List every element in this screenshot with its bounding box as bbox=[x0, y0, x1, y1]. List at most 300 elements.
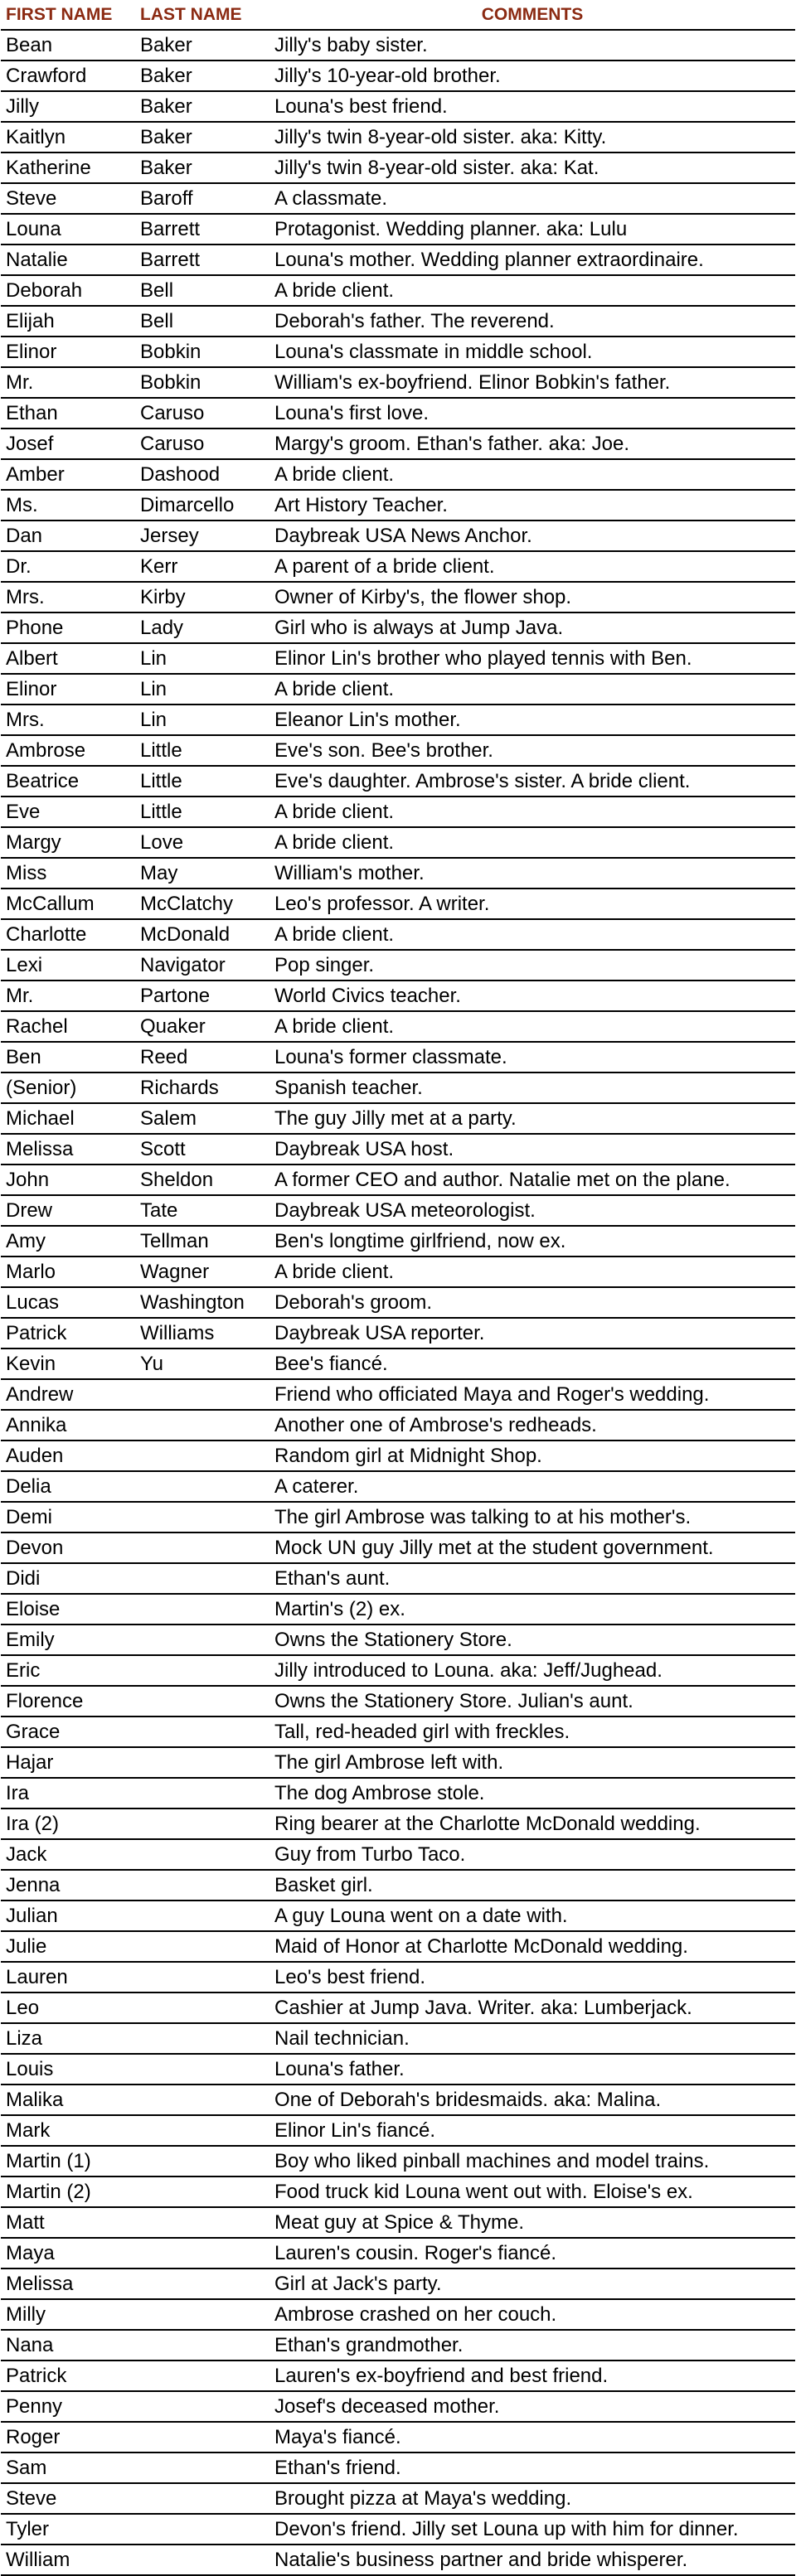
first-name-cell: Devon bbox=[1, 1533, 135, 1563]
first-name-cell: Drew bbox=[1, 1195, 135, 1226]
last-name-cell: Dashood bbox=[135, 459, 269, 490]
first-name-cell: Delia bbox=[1, 1471, 135, 1502]
first-name-cell: Roger bbox=[1, 2422, 135, 2453]
table-row bbox=[1, 398, 795, 429]
table-row bbox=[1, 1042, 795, 1073]
table-row bbox=[1, 1594, 795, 1625]
table-row bbox=[1, 2514, 795, 2545]
table-row bbox=[1, 2330, 795, 2361]
last-name-cell bbox=[135, 2545, 269, 2575]
first-name-cell: Jilly bbox=[1, 91, 135, 122]
last-name-cell bbox=[135, 1901, 269, 1931]
last-name-cell bbox=[135, 1625, 269, 1655]
comment-cell: Louna's classmate in middle school. bbox=[269, 337, 795, 367]
last-name-cell: Partone bbox=[135, 981, 269, 1011]
last-name-cell: Bobkin bbox=[135, 337, 269, 367]
last-name-cell bbox=[135, 2207, 269, 2238]
last-name-cell: Lin bbox=[135, 643, 269, 674]
first-name-cell: Marlo bbox=[1, 1257, 135, 1287]
comment-cell: Guy from Turbo Taco. bbox=[269, 1839, 795, 1870]
last-name-cell bbox=[135, 2422, 269, 2453]
comment-cell: Owns the Stationery Store. Julian's aunt. bbox=[269, 1686, 795, 1717]
first-name-cell: Jenna bbox=[1, 1870, 135, 1901]
last-name-cell bbox=[135, 2023, 269, 2054]
table-row bbox=[1, 2545, 795, 2575]
last-name-cell: Lady bbox=[135, 613, 269, 643]
last-name-cell bbox=[135, 1533, 269, 1563]
last-name-cell: Lin bbox=[135, 705, 269, 735]
comment-cell: Random girl at Midnight Shop. bbox=[269, 1441, 795, 1471]
last-name-cell: Jersey bbox=[135, 521, 269, 551]
first-name-cell: Miss bbox=[1, 858, 135, 889]
last-name-cell bbox=[135, 1686, 269, 1717]
first-name-cell: Charlotte bbox=[1, 919, 135, 950]
last-name-cell bbox=[135, 1379, 269, 1410]
table-row bbox=[1, 1962, 795, 1993]
comment-cell: Maid of Honor at Charlotte McDonald wedding. bbox=[269, 1931, 795, 1962]
last-name-cell bbox=[135, 2115, 269, 2146]
comment-cell: Daybreak USA News Anchor. bbox=[269, 521, 795, 551]
comment-cell: Protagonist. Wedding planner. aka: Lulu bbox=[269, 214, 795, 245]
table-row bbox=[1, 1134, 795, 1165]
table-row bbox=[1, 766, 795, 797]
first-name-cell: Martin (1) bbox=[1, 2146, 135, 2177]
last-name-cell bbox=[135, 1993, 269, 2023]
header-first-name: FIRST NAME bbox=[1, 0, 135, 30]
table-row bbox=[1, 2361, 795, 2391]
comment-cell: Josef's deceased mother. bbox=[269, 2391, 795, 2422]
table-row bbox=[1, 1318, 795, 1349]
table-row bbox=[1, 2115, 795, 2146]
comment-cell: Tall, red-headed girl with freckles. bbox=[269, 1717, 795, 1747]
last-name-cell: Washington bbox=[135, 1287, 269, 1318]
comment-cell: Jilly's twin 8-year-old sister. aka: Kat. bbox=[269, 153, 795, 183]
first-name-cell: Maya bbox=[1, 2238, 135, 2269]
table-row bbox=[1, 2023, 795, 2054]
last-name-cell: Tellman bbox=[135, 1226, 269, 1257]
last-name-cell: May bbox=[135, 858, 269, 889]
last-name-cell: Lin bbox=[135, 674, 269, 705]
comment-cell: Elinor Lin's fiancé. bbox=[269, 2115, 795, 2146]
comment-cell: Louna's best friend. bbox=[269, 91, 795, 122]
comment-cell: Basket girl. bbox=[269, 1870, 795, 1901]
last-name-cell: Kerr bbox=[135, 551, 269, 582]
first-name-cell: Jack bbox=[1, 1839, 135, 1870]
last-name-cell: Bobkin bbox=[135, 367, 269, 398]
table-row bbox=[1, 1379, 795, 1410]
last-name-cell: Barrett bbox=[135, 245, 269, 275]
first-name-cell: Mrs. bbox=[1, 582, 135, 613]
first-name-cell: Malika bbox=[1, 2085, 135, 2115]
comment-cell: A former CEO and author. Natalie met on the plane. bbox=[269, 1165, 795, 1195]
comment-cell: Louna's former classmate. bbox=[269, 1042, 795, 1073]
table-row bbox=[1, 2207, 795, 2238]
table-row bbox=[1, 1839, 795, 1870]
table-row bbox=[1, 2269, 795, 2299]
last-name-cell bbox=[135, 1870, 269, 1901]
comment-cell: Daybreak USA meteorologist. bbox=[269, 1195, 795, 1226]
last-name-cell bbox=[135, 2299, 269, 2330]
first-name-cell: Ambrose bbox=[1, 735, 135, 766]
last-name-cell: Caruso bbox=[135, 398, 269, 429]
comment-cell: A bride client. bbox=[269, 459, 795, 490]
first-name-cell: Tyler bbox=[1, 2514, 135, 2545]
comment-cell: Lauren's ex-boyfriend and best friend. bbox=[269, 2361, 795, 2391]
first-name-cell: Ben bbox=[1, 1042, 135, 1073]
table-row bbox=[1, 889, 795, 919]
comment-cell: Eleanor Lin's mother. bbox=[269, 705, 795, 735]
first-name-cell: Annika bbox=[1, 1410, 135, 1441]
last-name-cell: Scott bbox=[135, 1134, 269, 1165]
first-name-cell: Martin (2) bbox=[1, 2177, 135, 2207]
comment-cell: Ethan's grandmother. bbox=[269, 2330, 795, 2361]
table-row bbox=[1, 2238, 795, 2269]
table-row bbox=[1, 2453, 795, 2483]
table-row bbox=[1, 827, 795, 858]
comment-cell: Louna's father. bbox=[269, 2054, 795, 2085]
table-row bbox=[1, 705, 795, 735]
first-name-cell: (Senior) bbox=[1, 1073, 135, 1103]
table-row bbox=[1, 1901, 795, 1931]
last-name-cell bbox=[135, 1962, 269, 1993]
first-name-cell: Mr. bbox=[1, 367, 135, 398]
first-name-cell: Bean bbox=[1, 30, 135, 61]
first-name-cell: Ira bbox=[1, 1778, 135, 1809]
last-name-cell bbox=[135, 2238, 269, 2269]
first-name-cell: Lexi bbox=[1, 950, 135, 981]
table-row bbox=[1, 1686, 795, 1717]
table-row bbox=[1, 1103, 795, 1134]
table-row bbox=[1, 183, 795, 214]
first-name-cell: Ira (2) bbox=[1, 1809, 135, 1839]
comment-cell: The dog Ambrose stole. bbox=[269, 1778, 795, 1809]
last-name-cell bbox=[135, 2453, 269, 2483]
first-name-cell: Deborah bbox=[1, 275, 135, 306]
comment-cell: Louna's mother. Wedding planner extraordinaire. bbox=[269, 245, 795, 275]
last-name-cell: Little bbox=[135, 766, 269, 797]
last-name-cell bbox=[135, 2054, 269, 2085]
last-name-cell: Little bbox=[135, 735, 269, 766]
table-row bbox=[1, 674, 795, 705]
first-name-cell: Phone bbox=[1, 613, 135, 643]
comment-cell: Spanish teacher. bbox=[269, 1073, 795, 1103]
first-name-cell: John bbox=[1, 1165, 135, 1195]
comment-cell: Maya's fiancé. bbox=[269, 2422, 795, 2453]
last-name-cell: Reed bbox=[135, 1042, 269, 1073]
comment-cell: World Civics teacher. bbox=[269, 981, 795, 1011]
table-row bbox=[1, 91, 795, 122]
table-row bbox=[1, 1778, 795, 1809]
last-name-cell: Caruso bbox=[135, 429, 269, 459]
last-name-cell bbox=[135, 2269, 269, 2299]
comment-cell: The girl Ambrose was talking to at his mother's. bbox=[269, 1502, 795, 1533]
last-name-cell bbox=[135, 2514, 269, 2545]
table-row bbox=[1, 1870, 795, 1901]
comment-cell: A parent of a bride client. bbox=[269, 551, 795, 582]
table-row bbox=[1, 1165, 795, 1195]
table-row bbox=[1, 337, 795, 367]
last-name-cell bbox=[135, 2146, 269, 2177]
table-row bbox=[1, 613, 795, 643]
first-name-cell: Mark bbox=[1, 2115, 135, 2146]
first-name-cell: Steve bbox=[1, 183, 135, 214]
comment-cell: A bride client. bbox=[269, 919, 795, 950]
last-name-cell: Tate bbox=[135, 1195, 269, 1226]
table-row bbox=[1, 30, 795, 61]
first-name-cell: Melissa bbox=[1, 1134, 135, 1165]
last-name-cell: Quaker bbox=[135, 1011, 269, 1042]
header-last-name: LAST NAME bbox=[135, 0, 269, 30]
comment-cell: Deborah's father. The reverend. bbox=[269, 306, 795, 337]
table-row bbox=[1, 858, 795, 889]
comment-cell: Girl who is always at Jump Java. bbox=[269, 613, 795, 643]
first-name-cell: Kaitlyn bbox=[1, 122, 135, 153]
comment-cell: A classmate. bbox=[269, 183, 795, 214]
first-name-cell: Ms. bbox=[1, 490, 135, 521]
first-name-cell: Julian bbox=[1, 1901, 135, 1931]
last-name-cell bbox=[135, 1410, 269, 1441]
comment-cell: Deborah's groom. bbox=[269, 1287, 795, 1318]
comment-cell: Mock UN guy Jilly met at the student government. bbox=[269, 1533, 795, 1563]
comment-cell: Leo's best friend. bbox=[269, 1962, 795, 1993]
first-name-cell: Michael bbox=[1, 1103, 135, 1134]
first-name-cell: Margy bbox=[1, 827, 135, 858]
table-row bbox=[1, 1931, 795, 1962]
first-name-cell: Andrew bbox=[1, 1379, 135, 1410]
last-name-cell: Baroff bbox=[135, 183, 269, 214]
last-name-cell: Salem bbox=[135, 1103, 269, 1134]
comment-cell: Friend who officiated Maya and Roger's wedding. bbox=[269, 1379, 795, 1410]
last-name-cell bbox=[135, 2361, 269, 2391]
table-row bbox=[1, 1655, 795, 1686]
first-name-cell: Beatrice bbox=[1, 766, 135, 797]
last-name-cell: Wagner bbox=[135, 1257, 269, 1287]
table-row bbox=[1, 1717, 795, 1747]
table-row bbox=[1, 61, 795, 91]
comment-cell: Owner of Kirby's, the flower shop. bbox=[269, 582, 795, 613]
first-name-cell: Eric bbox=[1, 1655, 135, 1686]
table-row bbox=[1, 367, 795, 398]
comment-cell: A bride client. bbox=[269, 797, 795, 827]
last-name-cell bbox=[135, 1931, 269, 1962]
comment-cell: Brought pizza at Maya's wedding. bbox=[269, 2483, 795, 2514]
comment-cell: Lauren's cousin. Roger's fiancé. bbox=[269, 2238, 795, 2269]
last-name-cell: Baker bbox=[135, 30, 269, 61]
table-row bbox=[1, 2054, 795, 2085]
table-row bbox=[1, 122, 795, 153]
first-name-cell: Josef bbox=[1, 429, 135, 459]
first-name-cell: Hajar bbox=[1, 1747, 135, 1778]
table-row bbox=[1, 1502, 795, 1533]
comment-cell: Meat guy at Spice & Thyme. bbox=[269, 2207, 795, 2238]
comment-cell: The girl Ambrose left with. bbox=[269, 1747, 795, 1778]
first-name-cell: Leo bbox=[1, 1993, 135, 2023]
first-name-cell: Mr. bbox=[1, 981, 135, 1011]
first-name-cell: Amy bbox=[1, 1226, 135, 1257]
first-name-cell: Julie bbox=[1, 1931, 135, 1962]
last-name-cell: Baker bbox=[135, 91, 269, 122]
last-name-cell: Navigator bbox=[135, 950, 269, 981]
table-row bbox=[1, 2085, 795, 2115]
table-row bbox=[1, 919, 795, 950]
first-name-cell: Ethan bbox=[1, 398, 135, 429]
comment-cell: A bride client. bbox=[269, 1257, 795, 1287]
first-name-cell: Patrick bbox=[1, 1318, 135, 1349]
first-name-cell: Amber bbox=[1, 459, 135, 490]
first-name-cell: Eloise bbox=[1, 1594, 135, 1625]
table-row bbox=[1, 1011, 795, 1042]
table-row bbox=[1, 1287, 795, 1318]
table-row bbox=[1, 2391, 795, 2422]
comment-cell: Art History Teacher. bbox=[269, 490, 795, 521]
last-name-cell: Dimarcello bbox=[135, 490, 269, 521]
last-name-cell bbox=[135, 1717, 269, 1747]
first-name-cell: Dr. bbox=[1, 551, 135, 582]
comment-cell: Ethan's friend. bbox=[269, 2453, 795, 2483]
table-row bbox=[1, 153, 795, 183]
table-row bbox=[1, 214, 795, 245]
comment-cell: Eve's daughter. Ambrose's sister. A bride client. bbox=[269, 766, 795, 797]
last-name-cell: McDonald bbox=[135, 919, 269, 950]
last-name-cell bbox=[135, 1502, 269, 1533]
table-row bbox=[1, 1257, 795, 1287]
table-row bbox=[1, 1625, 795, 1655]
first-name-cell: Melissa bbox=[1, 2269, 135, 2299]
last-name-cell: Love bbox=[135, 827, 269, 858]
table-body bbox=[1, 30, 795, 2575]
last-name-cell bbox=[135, 1441, 269, 1471]
table-row bbox=[1, 1349, 795, 1379]
table-row bbox=[1, 1195, 795, 1226]
comment-cell: William's mother. bbox=[269, 858, 795, 889]
last-name-cell bbox=[135, 1839, 269, 1870]
table-row bbox=[1, 1471, 795, 1502]
first-name-cell: Natalie bbox=[1, 245, 135, 275]
first-name-cell: Demi bbox=[1, 1502, 135, 1533]
last-name-cell: Kirby bbox=[135, 582, 269, 613]
first-name-cell: Florence bbox=[1, 1686, 135, 1717]
character-table bbox=[1, 0, 795, 2576]
last-name-cell bbox=[135, 2085, 269, 2115]
table-row bbox=[1, 490, 795, 521]
comment-cell: Nail technician. bbox=[269, 2023, 795, 2054]
comment-cell: Leo's professor. A writer. bbox=[269, 889, 795, 919]
comment-cell: Bee's fiancé. bbox=[269, 1349, 795, 1379]
last-name-cell: Baker bbox=[135, 153, 269, 183]
comment-cell: Ring bearer at the Charlotte McDonald wedding. bbox=[269, 1809, 795, 1839]
first-name-cell: Matt bbox=[1, 2207, 135, 2238]
first-name-cell: Grace bbox=[1, 1717, 135, 1747]
table-row bbox=[1, 2483, 795, 2514]
first-name-cell: Nana bbox=[1, 2330, 135, 2361]
first-name-cell: Albert bbox=[1, 643, 135, 674]
table-row bbox=[1, 2422, 795, 2453]
last-name-cell: Barrett bbox=[135, 214, 269, 245]
last-name-cell: Sheldon bbox=[135, 1165, 269, 1195]
comment-cell: One of Deborah's bridesmaids. aka: Malina. bbox=[269, 2085, 795, 2115]
first-name-cell: Dan bbox=[1, 521, 135, 551]
first-name-cell: Auden bbox=[1, 1441, 135, 1471]
comment-cell: Margy's groom. Ethan's father. aka: Joe. bbox=[269, 429, 795, 459]
table-row bbox=[1, 306, 795, 337]
last-name-cell: Yu bbox=[135, 1349, 269, 1379]
table-row bbox=[1, 1533, 795, 1563]
table-row bbox=[1, 950, 795, 981]
first-name-cell: Steve bbox=[1, 2483, 135, 2514]
first-name-cell: Emily bbox=[1, 1625, 135, 1655]
comment-cell: Girl at Jack's party. bbox=[269, 2269, 795, 2299]
table-row bbox=[1, 275, 795, 306]
comment-cell: William's ex-boyfriend. Elinor Bobkin's father. bbox=[269, 367, 795, 398]
last-name-cell bbox=[135, 1594, 269, 1625]
comment-cell: Jilly's 10-year-old brother. bbox=[269, 61, 795, 91]
last-name-cell: Bell bbox=[135, 306, 269, 337]
table-row bbox=[1, 1993, 795, 2023]
header-row bbox=[1, 0, 795, 30]
comment-cell: A bride client. bbox=[269, 275, 795, 306]
last-name-cell bbox=[135, 1809, 269, 1839]
last-name-cell bbox=[135, 1747, 269, 1778]
comment-cell: A bride client. bbox=[269, 674, 795, 705]
last-name-cell bbox=[135, 2177, 269, 2207]
table-row bbox=[1, 459, 795, 490]
comment-cell: A caterer. bbox=[269, 1471, 795, 1502]
comment-cell: A bride client. bbox=[269, 827, 795, 858]
table-row bbox=[1, 735, 795, 766]
table-row bbox=[1, 2299, 795, 2330]
table-row bbox=[1, 1226, 795, 1257]
table-row bbox=[1, 797, 795, 827]
comment-cell: Owns the Stationery Store. bbox=[269, 1625, 795, 1655]
table-row bbox=[1, 1410, 795, 1441]
last-name-cell: McClatchy bbox=[135, 889, 269, 919]
last-name-cell: Baker bbox=[135, 61, 269, 91]
first-name-cell: Milly bbox=[1, 2299, 135, 2330]
comment-cell: Pop singer. bbox=[269, 950, 795, 981]
first-name-cell: Elinor bbox=[1, 337, 135, 367]
comment-cell: Food truck kid Louna went out with. Eloise's ex. bbox=[269, 2177, 795, 2207]
first-name-cell: Elijah bbox=[1, 306, 135, 337]
comment-cell: Ben's longtime girlfriend, now ex. bbox=[269, 1226, 795, 1257]
first-name-cell: Sam bbox=[1, 2453, 135, 2483]
comment-cell: Natalie's business partner and bride whisperer. bbox=[269, 2545, 795, 2575]
first-name-cell: Lucas bbox=[1, 1287, 135, 1318]
table-row bbox=[1, 1441, 795, 1471]
comment-cell: A guy Louna went on a date with. bbox=[269, 1901, 795, 1931]
first-name-cell: McCallum bbox=[1, 889, 135, 919]
first-name-cell: Eve bbox=[1, 797, 135, 827]
table-row bbox=[1, 551, 795, 582]
table-row bbox=[1, 429, 795, 459]
last-name-cell: Baker bbox=[135, 122, 269, 153]
header-comments: COMMENTS bbox=[269, 0, 795, 30]
comment-cell: Martin's (2) ex. bbox=[269, 1594, 795, 1625]
comment-cell: Jilly's twin 8-year-old sister. aka: Kitty. bbox=[269, 122, 795, 153]
comment-cell: Daybreak USA host. bbox=[269, 1134, 795, 1165]
table-row bbox=[1, 582, 795, 613]
first-name-cell: Elinor bbox=[1, 674, 135, 705]
last-name-cell bbox=[135, 1471, 269, 1502]
last-name-cell bbox=[135, 1655, 269, 1686]
comment-cell: Ambrose crashed on her couch. bbox=[269, 2299, 795, 2330]
comment-cell: Elinor Lin's brother who played tennis with Ben. bbox=[269, 643, 795, 674]
comment-cell: Jilly's baby sister. bbox=[269, 30, 795, 61]
comment-cell: Ethan's aunt. bbox=[269, 1563, 795, 1594]
comment-cell: A bride client. bbox=[269, 1011, 795, 1042]
comment-cell: Jilly introduced to Louna. aka: Jeff/Jughead. bbox=[269, 1655, 795, 1686]
table-row bbox=[1, 1563, 795, 1594]
comment-cell: Eve's son. Bee's brother. bbox=[269, 735, 795, 766]
